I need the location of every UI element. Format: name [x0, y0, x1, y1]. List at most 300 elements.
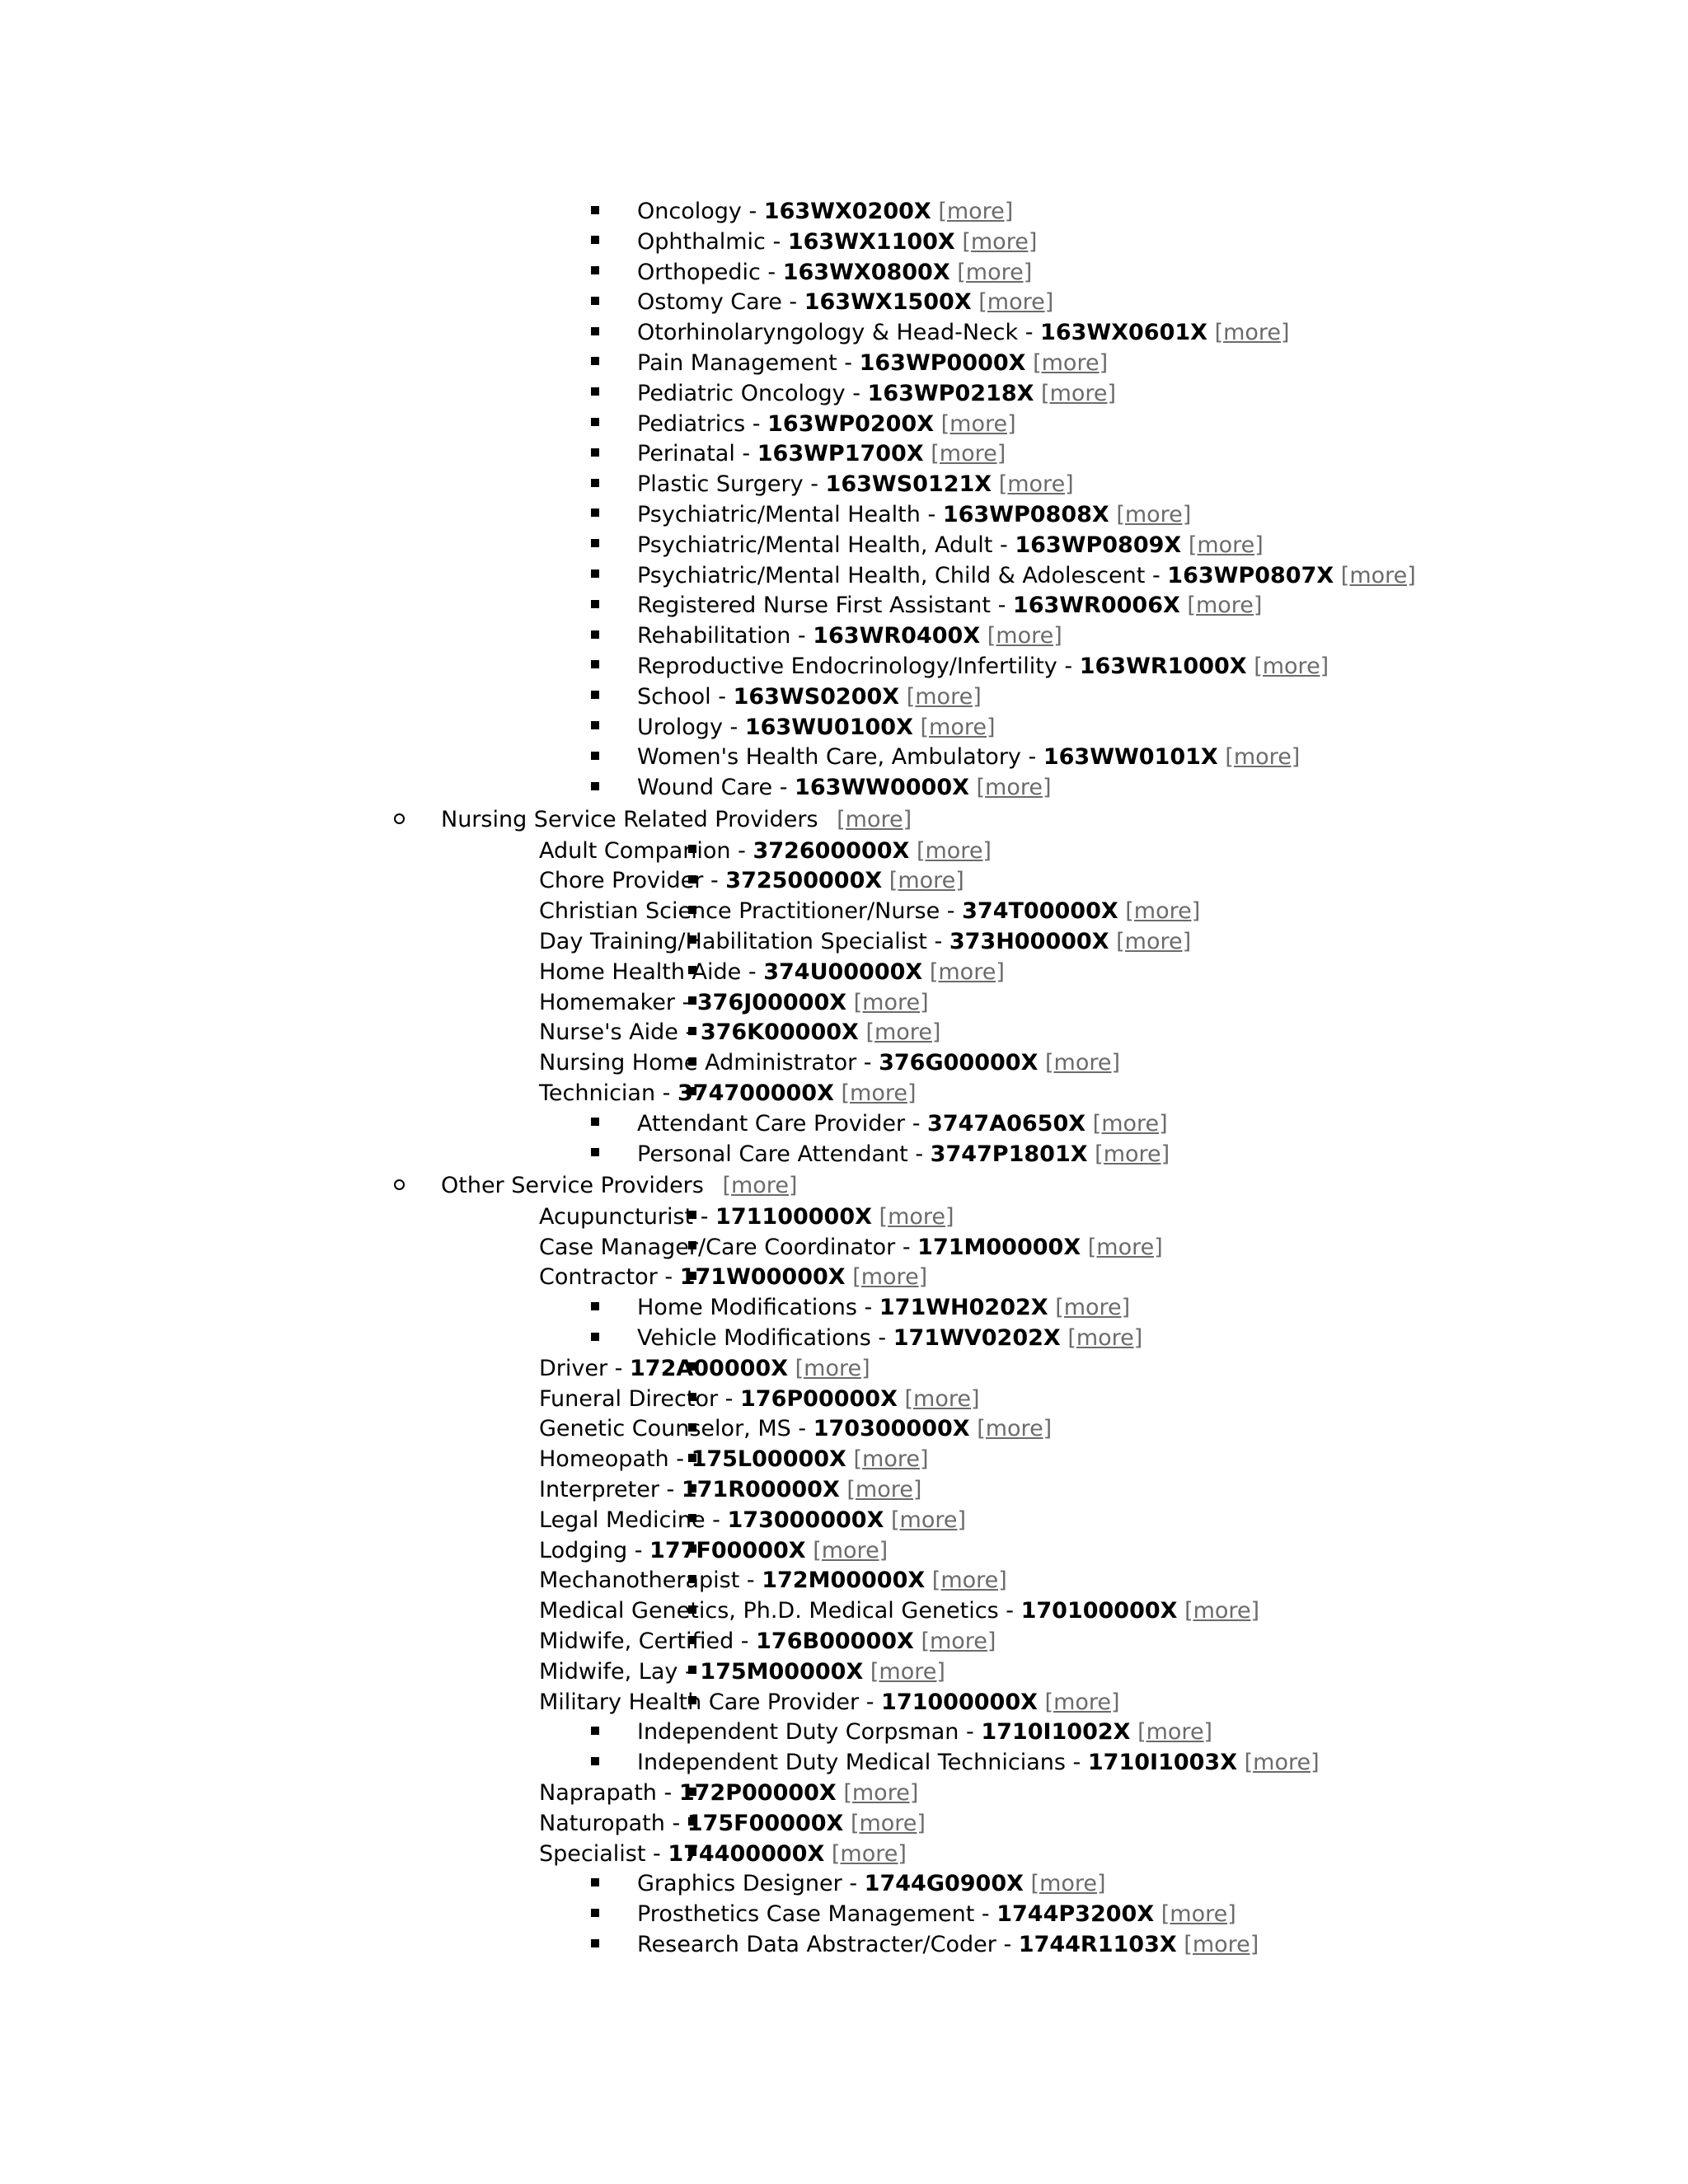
taxonomy-code: 374700000X [678, 1080, 834, 1106]
more-link[interactable]: [more] [813, 1537, 889, 1563]
list-item [0, 682, 1688, 713]
more-link[interactable]: [more] [853, 989, 929, 1015]
square-bullet-icon [591, 743, 599, 773]
item-name: Personal Care Attendant [637, 1141, 908, 1167]
item-name: Vehicle Modifications [637, 1325, 871, 1352]
taxonomy-code: 163WR0400X [813, 623, 981, 649]
list-item [0, 379, 1688, 410]
list-item [0, 927, 1688, 958]
taxonomy-code: 172P00000X [678, 1780, 837, 1807]
more-link[interactable]: [more] [1030, 1871, 1106, 1897]
more-link[interactable]: [more] [850, 1810, 926, 1836]
taxonomy-code: 177F00000X [649, 1537, 806, 1563]
list-item [0, 1233, 1688, 1263]
list-item [0, 866, 1688, 897]
more-link[interactable]: [more] [921, 1629, 996, 1655]
item-text: Prosthetics Case Management - 1744P3200X [more] [637, 1901, 1236, 1928]
more-link[interactable]: [more] [929, 958, 1005, 985]
taxonomy-code: 174400000X [668, 1840, 825, 1867]
more-link[interactable]: [more] [931, 441, 1006, 467]
more-link[interactable]: [more] [1184, 1598, 1260, 1624]
list-item [0, 1385, 1688, 1415]
more-link[interactable]: [more] [978, 289, 1054, 316]
item-text: Day Training/Habilitation Specialist - 373H00000X [more] [539, 928, 1192, 954]
list-item [0, 1688, 1688, 1718]
more-link[interactable]: [more] [1160, 1901, 1236, 1928]
item-text: Psychiatric/Mental Health, Adult - 163WP0809X [more] [637, 532, 1264, 558]
taxonomy-code: 163WX1500X [804, 289, 972, 316]
list-item [0, 988, 1688, 1019]
item-text: Homemaker - 376J00000X [more] [539, 989, 929, 1015]
item-text: Orthopedic - 163WX0800X [more] [637, 259, 1033, 285]
item-text: Pediatric Oncology - 163WP0218X [more] [637, 380, 1117, 406]
square-bullet-icon [591, 379, 599, 410]
taxonomy-code: 173000000X [727, 1507, 884, 1533]
more-link[interactable]: [more] [1067, 1325, 1143, 1352]
item-name: Midwife, Lay [539, 1658, 678, 1685]
item-name: Chore Provider [539, 868, 704, 894]
taxonomy-code: 163WW0101X [1043, 744, 1218, 771]
category-item [0, 804, 1688, 837]
taxonomy-code: 376G00000X [879, 1050, 1039, 1076]
list-item [0, 470, 1688, 500]
item-name: Case Manager/Care Coordinator [539, 1234, 896, 1260]
taxonomy-code: 163WP0809X [1015, 532, 1182, 558]
list-item [0, 743, 1688, 773]
taxonomy-code: 3747A0650X [927, 1110, 1086, 1137]
square-bullet-icon [591, 1748, 599, 1779]
item-name: Christian Science Practitioner/Nurse [539, 898, 940, 925]
more-link[interactable]: [more] [879, 1203, 954, 1230]
item-text: Urology - 163WU0100X [more] [637, 714, 996, 740]
more-link[interactable]: [more] [920, 714, 996, 740]
taxonomy-code: 175L00000X [691, 1446, 846, 1473]
taxonomy-code: 163WX1100X [787, 228, 955, 255]
taxonomy-code: 1744G0900X [864, 1871, 1024, 1897]
item-name: Rehabilitation [637, 623, 791, 649]
item-text: Plastic Surgery - 163WS0121X [more] [637, 471, 1074, 498]
item-text: Nursing Home Administrator - 376G00000X [more] [539, 1050, 1120, 1076]
item-name: Graphics Designer [637, 1871, 842, 1897]
more-link[interactable]: [more] [987, 623, 1062, 649]
list-item [0, 227, 1688, 258]
item-name: Military Health Care Provider [539, 1689, 860, 1715]
item-name: Pain Management [637, 349, 837, 376]
item-text: Midwife, Certified - 176B00000X [more] [539, 1629, 996, 1655]
taxonomy-code: 163WX0200X [763, 199, 931, 224]
item-text: Case Manager/Care Coordinator - 171M00000X [more] [539, 1234, 1163, 1260]
square-bullet-icon [591, 1293, 599, 1324]
item-text: Military Health Care Provider - 171000000X [more] [539, 1689, 1120, 1715]
item-text: Interpreter - 171R00000X [more] [539, 1477, 922, 1503]
taxonomy-code: 1744R1103X [1018, 1932, 1177, 1958]
more-link[interactable]: [more] [846, 1477, 922, 1503]
item-name: Contractor [539, 1264, 658, 1291]
list-item [0, 531, 1688, 561]
more-link[interactable]: [more] [1125, 898, 1201, 925]
item-name: Mechanotherapist [539, 1568, 740, 1594]
list-item [0, 1445, 1688, 1475]
item-name: Midwife, Certified [539, 1629, 734, 1655]
taxonomy-code: 163WP0807X [1167, 562, 1334, 588]
more-link[interactable]: [more] [831, 1840, 907, 1867]
taxonomy-code: 163WP0200X [767, 410, 935, 437]
square-bullet-icon [591, 531, 599, 561]
taxonomy-code: 163WS0200X [733, 683, 900, 710]
more-link[interactable]: [more] [841, 1080, 917, 1106]
list-item [0, 1657, 1688, 1688]
item-text: Pediatrics - 163WP0200X [more] [637, 410, 1016, 437]
item-text: School - 163WS0200X [more] [637, 683, 982, 710]
square-bullet-icon [591, 652, 599, 682]
more-link[interactable]: [more] [1087, 1234, 1163, 1260]
list-item [0, 1140, 1688, 1170]
item-text: Naturopath - 175F00000X [more] [539, 1810, 926, 1836]
square-bullet-icon [591, 410, 599, 440]
item-name: Psychiatric/Mental Health, Child & Adolescent [637, 562, 1146, 588]
taxonomy-code: 171WH0202X [879, 1295, 1048, 1321]
item-text [441, 804, 912, 837]
square-bullet-icon [591, 773, 599, 804]
item-name: School [637, 683, 711, 710]
more-link[interactable]: [more] [906, 683, 982, 710]
item-name: Orthopedic [637, 259, 761, 285]
square-bullet-icon [591, 439, 599, 470]
item-text: Registered Nurse First Assistant - 163WR0006X [more] [637, 593, 1263, 619]
more-link[interactable]: [more] [722, 1173, 798, 1199]
square-bullet-icon [591, 500, 599, 531]
more-link[interactable]: [more] [865, 1019, 941, 1046]
list-item [0, 837, 1688, 867]
item-name: Nursing Home Administrator [539, 1050, 857, 1076]
taxonomy-code: 1710I1002X [981, 1719, 1131, 1746]
list-item [0, 1202, 1688, 1233]
item-name: Psychiatric/Mental Health, Adult [637, 532, 993, 558]
item-text: Nurse's Aide - 376K00000X [more] [539, 1019, 941, 1046]
square-bullet-icon [591, 1869, 599, 1900]
item-name: Specialist [539, 1840, 646, 1867]
taxonomy-code: 3747P1801X [930, 1141, 1088, 1167]
item-text: Funeral Director - 176P00000X [more] [539, 1385, 980, 1412]
more-link[interactable]: [more] [1095, 1141, 1170, 1167]
list-item [0, 1109, 1688, 1140]
list-item [0, 1748, 1688, 1779]
taxonomy-code: 163WP0808X [942, 501, 1109, 527]
circle-bullet-icon [394, 804, 405, 837]
item-name: Nursing Service Related Providers [441, 806, 818, 832]
square-bullet-icon [591, 713, 599, 743]
list-item [0, 1718, 1688, 1748]
item-name: Naturopath [539, 1810, 665, 1836]
item-name: Oncology [637, 199, 742, 224]
list-item [0, 318, 1688, 349]
category-item [0, 1169, 1688, 1202]
taxonomy-code: 1744P3200X [996, 1901, 1155, 1928]
square-bullet-icon [591, 1140, 599, 1170]
item-name: Independent Duty Medical Technicians [637, 1750, 1066, 1776]
more-link[interactable]: [more] [852, 1264, 928, 1291]
item-name: Research Data Abstracter/Coder [637, 1932, 996, 1958]
taxonomy-list [0, 197, 1688, 1961]
more-link[interactable]: [more] [1225, 744, 1301, 771]
item-name: Pediatric Oncology [637, 380, 846, 406]
item-name: Psychiatric/Mental Health [637, 501, 921, 527]
more-link[interactable]: [more] [957, 259, 1033, 285]
item-name: Home Health Aide [539, 958, 742, 985]
item-text: Reproductive Endocrinology/Infertility - 163WR1000X [more] [637, 653, 1329, 679]
list-item [0, 500, 1688, 531]
list-item [0, 1475, 1688, 1506]
list-item [0, 773, 1688, 804]
item-text: Graphics Designer - 1744G0900X [more] [637, 1871, 1106, 1897]
item-name: Pediatrics [637, 410, 746, 437]
more-link[interactable]: [more] [1244, 1750, 1320, 1776]
item-name: Home Modifications [637, 1295, 857, 1321]
item-name: Reproductive Endocrinology/Infertility [637, 653, 1057, 679]
list-item [0, 1263, 1688, 1293]
item-name: Women's Health Care, Ambulatory [637, 744, 1021, 771]
list-item [0, 1840, 1688, 1870]
item-text: Rehabilitation - 163WR0400X [more] [637, 623, 1062, 649]
taxonomy-code: 163WS0121X [825, 471, 992, 498]
square-bullet-icon [591, 288, 599, 318]
taxonomy-code: 171WV0202X [893, 1325, 1061, 1352]
more-link[interactable]: [more] [916, 837, 992, 864]
more-link[interactable]: [more] [1041, 380, 1117, 406]
item-text: Specialist - 174400000X [more] [539, 1840, 907, 1867]
more-link[interactable]: [more] [998, 471, 1074, 498]
taxonomy-code: 176B00000X [756, 1629, 914, 1655]
more-link[interactable]: [more] [1092, 1110, 1168, 1137]
item-text: Acupuncturist - 171100000X [more] [539, 1203, 954, 1230]
item-name: Ostomy Care [637, 289, 782, 316]
item-text: Contractor - 171W00000X [more] [539, 1264, 928, 1291]
square-bullet-icon [591, 682, 599, 713]
item-text: Adult Companion - 372600000X [more] [539, 837, 992, 864]
square-bullet-icon [591, 318, 599, 349]
list-item [0, 652, 1688, 682]
taxonomy-code: 163WR0006X [1012, 593, 1180, 619]
item-name: Adult Companion [539, 837, 731, 864]
square-bullet-icon [591, 1900, 599, 1930]
more-link[interactable]: [more] [938, 199, 1014, 224]
item-name: Otorhinolaryngology & Head-Neck [637, 320, 1019, 346]
item-text: Vehicle Modifications - 171WV0202X [more] [637, 1325, 1143, 1352]
item-name: Homeopath [539, 1446, 669, 1473]
item-name: Acupuncturist [539, 1203, 694, 1230]
item-name: Urology [637, 714, 723, 740]
square-bullet-icon [591, 621, 599, 652]
taxonomy-code: 172M00000X [762, 1568, 926, 1594]
taxonomy-code: 163WW0000X [795, 775, 969, 801]
item-text: Chore Provider - 372500000X [more] [539, 868, 964, 894]
taxonomy-code: 171M00000X [917, 1234, 1081, 1260]
item-text: Research Data Abstracter/Coder - 1744R1103X [more] [637, 1932, 1259, 1958]
item-name: Lodging [539, 1537, 628, 1563]
more-link[interactable]: [more] [931, 1568, 1007, 1594]
list-item [0, 288, 1688, 318]
taxonomy-code: 376K00000X [700, 1019, 859, 1046]
item-text: Medical Genetics, Ph.D. Medical Genetics - 170100000X [more] [539, 1598, 1260, 1624]
more-link[interactable]: [more] [1254, 653, 1329, 679]
taxonomy-code: 372500000X [725, 868, 883, 894]
list-item [0, 258, 1688, 288]
taxonomy-code: 176P00000X [740, 1385, 898, 1412]
list-item [0, 1506, 1688, 1536]
more-link[interactable]: [more] [1044, 1050, 1120, 1076]
list-item [0, 1809, 1688, 1840]
more-link[interactable]: [more] [1188, 532, 1264, 558]
taxonomy-code: 163WP0000X [859, 349, 1026, 376]
list-item [0, 1354, 1688, 1385]
list-item [0, 1324, 1688, 1354]
item-text: Technician - 374700000X [more] [539, 1080, 917, 1106]
item-text: Midwife, Lay - 175M00000X [more] [539, 1658, 945, 1685]
square-bullet-icon [591, 1324, 599, 1354]
list-item [0, 1930, 1688, 1961]
item-name: Wound Care [637, 775, 773, 801]
list-item [0, 1414, 1688, 1445]
more-link[interactable]: [more] [1187, 593, 1263, 619]
taxonomy-code: 170100000X [1020, 1598, 1178, 1624]
more-link[interactable]: [more] [1214, 320, 1290, 346]
list-item [0, 1869, 1688, 1900]
more-link[interactable]: [more] [1184, 1932, 1259, 1958]
item-name: Ophthalmic [637, 228, 766, 255]
item-text: Women's Health Care, Ambulatory - 163WW0101X [more] [637, 744, 1301, 771]
item-text: Homeopath - 175L00000X [more] [539, 1446, 929, 1473]
taxonomy-code: 175M00000X [700, 1658, 864, 1685]
more-link[interactable]: [more] [940, 410, 1016, 437]
more-link[interactable]: [more] [904, 1385, 980, 1412]
item-text: Independent Duty Medical Technicians - 1710I1003X [more] [637, 1750, 1320, 1776]
more-link[interactable]: [more] [1116, 928, 1192, 954]
taxonomy-code: 374U00000X [763, 958, 923, 985]
more-link[interactable]: [more] [837, 806, 912, 832]
square-bullet-icon [591, 258, 599, 288]
taxonomy-code: 1710I1003X [1087, 1750, 1238, 1776]
item-name: Nurse's Aide [539, 1019, 678, 1046]
more-link[interactable]: [more] [962, 228, 1038, 255]
taxonomy-code: 376J00000X [696, 989, 847, 1015]
square-bullet-icon [591, 1930, 599, 1961]
more-link[interactable]: [more] [891, 1507, 967, 1533]
taxonomy-code: 171100000X [715, 1203, 872, 1230]
item-text: Home Modifications - 171WH0202X [more] [637, 1295, 1131, 1321]
taxonomy-code: 171R00000X [681, 1477, 840, 1503]
more-link[interactable]: [more] [1340, 562, 1416, 588]
item-text: Otorhinolaryngology & Head-Neck - 163WX0601X [more] [637, 320, 1290, 346]
item-name: Driver [539, 1355, 608, 1381]
item-name: Funeral Director [539, 1385, 719, 1412]
item-name: Plastic Surgery [637, 471, 804, 498]
list-item [0, 1627, 1688, 1657]
list-item [0, 1596, 1688, 1627]
taxonomy-code: 374T00000X [962, 898, 1118, 925]
item-name: Homemaker [539, 989, 675, 1015]
more-link[interactable]: [more] [976, 775, 1052, 801]
taxonomy-code: 373H00000X [949, 928, 1109, 954]
item-text: Pain Management - 163WP0000X [more] [637, 349, 1109, 376]
more-link[interactable]: [more] [1055, 1295, 1131, 1321]
item-name: Registered Nurse First Assistant [637, 593, 991, 619]
more-link[interactable]: [more] [843, 1780, 919, 1807]
more-link[interactable]: [more] [870, 1658, 945, 1685]
more-link[interactable]: [more] [977, 1416, 1053, 1442]
item-text: Driver - 172A00000X [more] [539, 1355, 870, 1381]
more-link[interactable]: [more] [1044, 1689, 1120, 1715]
taxonomy-code: 163WR1000X [1079, 653, 1247, 679]
item-name: Other Service Providers [441, 1173, 704, 1199]
square-bullet-icon [591, 197, 599, 227]
circle-bullet-icon [394, 1169, 405, 1202]
taxonomy-code: 171W00000X [679, 1264, 846, 1291]
more-link[interactable]: [more] [795, 1355, 870, 1381]
item-name: Independent Duty Corpsman [637, 1719, 959, 1746]
item-name: Attendant Care Provider [637, 1110, 906, 1137]
list-item [0, 1293, 1688, 1324]
taxonomy-code: 175F00000X [687, 1810, 844, 1836]
list-item [0, 1079, 1688, 1109]
item-text [441, 1169, 797, 1202]
list-item [0, 897, 1688, 927]
square-bullet-icon [591, 227, 599, 258]
taxonomy-code: 163WP0218X [867, 380, 1034, 406]
list-item [0, 439, 1688, 470]
taxonomy-code: 163WU0100X [744, 714, 913, 740]
taxonomy-code: 163WX0800X [782, 259, 950, 285]
item-name: Perinatal [637, 441, 735, 467]
item-text: Psychiatric/Mental Health - 163WP0808X [more] [637, 501, 1192, 527]
item-name: Interpreter [539, 1477, 659, 1503]
list-item [0, 1900, 1688, 1930]
taxonomy-code: 170300000X [813, 1416, 970, 1442]
square-bullet-icon [591, 561, 599, 592]
item-text: Personal Care Attendant - 3747P1801X [more] [637, 1141, 1170, 1167]
square-bullet-icon [591, 349, 599, 379]
more-link[interactable]: [more] [889, 868, 964, 894]
item-name: Technician [539, 1080, 656, 1106]
taxonomy-code: 372600000X [753, 837, 910, 864]
item-text: Legal Medicine - 173000000X [more] [539, 1507, 967, 1533]
item-name: Legal Medicine [539, 1507, 706, 1533]
taxonomy-code: 172A00000X [630, 1355, 789, 1381]
item-name: Naprapath [539, 1780, 657, 1807]
list-item [0, 1536, 1688, 1567]
list-item [0, 713, 1688, 743]
more-link[interactable]: [more] [1137, 1719, 1213, 1746]
more-link[interactable]: [more] [1033, 349, 1109, 376]
taxonomy-code: 163WP1700X [757, 441, 924, 467]
item-text: Independent Duty Corpsman - 1710I1002X [more] [637, 1719, 1213, 1746]
list-item [0, 621, 1688, 652]
item-text: Attendant Care Provider - 3747A0650X [more] [637, 1110, 1168, 1137]
item-text: Perinatal - 163WP1700X [more] [637, 441, 1006, 467]
more-link[interactable]: [more] [853, 1446, 929, 1473]
list-item [0, 1566, 1688, 1596]
item-text: Genetic Counselor, MS - 170300000X [more] [539, 1416, 1053, 1442]
item-text: Wound Care - 163WW0000X [more] [637, 775, 1052, 801]
square-bullet-icon [591, 1109, 599, 1140]
item-name: Prosthetics Case Management [637, 1901, 975, 1928]
item-text: Oncology - 163WX0200X [more] [637, 199, 1014, 224]
item-name: Day Training/Habilitation Specialist [539, 928, 927, 954]
list-item [0, 958, 1688, 988]
taxonomy-code: 163WX0601X [1040, 320, 1207, 346]
more-link[interactable]: [more] [1116, 501, 1192, 527]
list-item [0, 561, 1688, 592]
list-item [0, 197, 1688, 227]
